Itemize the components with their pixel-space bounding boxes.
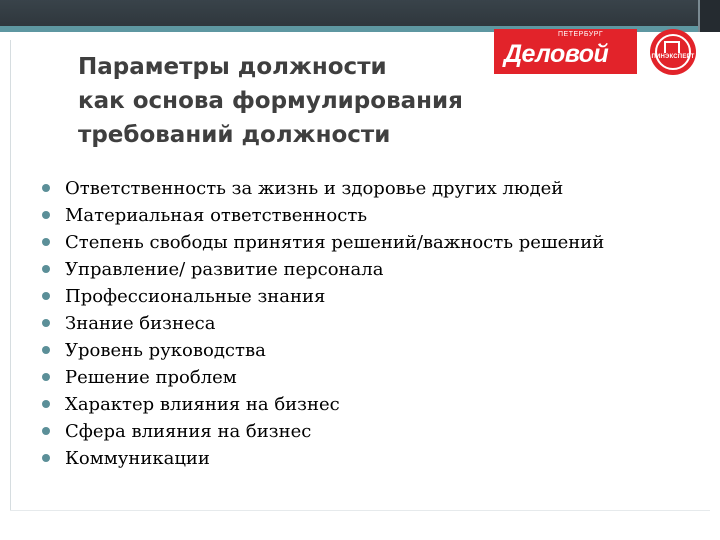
bullet-dot-icon (42, 184, 50, 192)
bullet-list (40, 175, 604, 472)
bullet-dot-icon (42, 265, 50, 273)
bullet-text: Знание бизнеса (65, 313, 216, 334)
delovoy-logo (494, 29, 637, 74)
bullet-dot-icon (42, 346, 50, 354)
bullet-text: Решение проблем (65, 367, 237, 388)
bullet-text: Ответственность за жизнь и здоровье других людей (65, 178, 564, 199)
bullet-item (40, 445, 604, 472)
bullet-text: Профессиональные знания (65, 286, 326, 307)
circle-logo (650, 29, 696, 75)
bullet-item (40, 364, 604, 391)
slide-title-line-1: Параметры должности (78, 54, 387, 80)
bullet-item (40, 391, 604, 418)
slide-title-line-3: требований должности (78, 122, 391, 148)
bullet-dot-icon (42, 427, 50, 435)
bullet-dot-icon (42, 319, 50, 327)
circle-logo-emblem-icon (664, 41, 680, 53)
bullet-text: Коммуникации (65, 448, 210, 469)
bullet-item (40, 175, 604, 202)
delovoy-logo-small-text: ПЕТЕРБУРГ (558, 31, 604, 38)
bullet-dot-icon (42, 373, 50, 381)
bullet-item (40, 283, 604, 310)
bullet-dot-icon (42, 211, 50, 219)
bullet-text: Уровень руководства (65, 340, 266, 361)
bullet-item (40, 229, 604, 256)
bullet-text: Характер влияния на бизнес (65, 394, 340, 415)
bullet-text: Сфера влияния на бизнес (65, 421, 312, 442)
bullet-item (40, 337, 604, 364)
bullet-item (40, 310, 604, 337)
slide-title-line-2: как основа формулирования (78, 88, 463, 114)
bullet-text: Материальная ответственность (65, 205, 368, 226)
delovoy-logo-main-text: Деловой (504, 40, 609, 68)
circle-logo-text: ПИНЭКСПЕРТ (651, 54, 695, 60)
bullet-item (40, 202, 604, 229)
slide-corner-block (698, 0, 720, 32)
slide-title (78, 50, 498, 152)
slide-top-bar (0, 0, 720, 26)
bullet-dot-icon (42, 292, 50, 300)
bullet-item (40, 418, 604, 445)
bullet-text: Управление/ развитие персонала (65, 259, 384, 280)
bottom-frame-line (10, 510, 710, 511)
bullet-dot-icon (42, 454, 50, 462)
bullet-item (40, 256, 604, 283)
bullet-dot-icon (42, 400, 50, 408)
bullet-dot-icon (42, 238, 50, 246)
left-frame-line (10, 40, 11, 510)
bullet-text: Степень свободы принятия решений/важность решений (65, 232, 605, 253)
